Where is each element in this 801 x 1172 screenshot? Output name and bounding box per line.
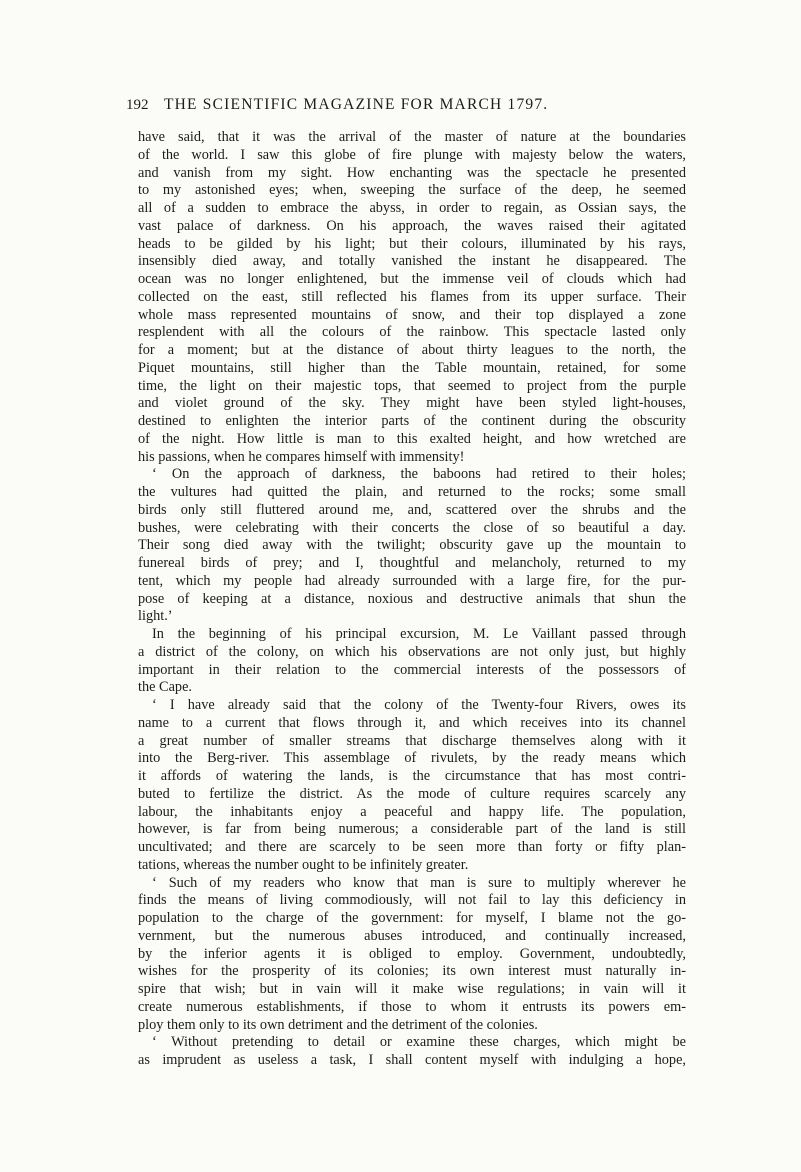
text-line: Piquet mountains, still higher than the Table mountain, retained, for some: [138, 359, 686, 376]
text-line: the vultures had quitted the plain, and returned to the rocks; some small: [138, 484, 686, 500]
text-line: all of a sudden to embrace the abyss, in order to regain, as Ossian says, the: [138, 200, 686, 216]
paragraph: [138, 697, 686, 875]
text-line: funereal birds of prey; and I, thoughtful and melancholy, returned to my: [138, 555, 686, 571]
text-line: however, is far from being numerous; a considerable part of the land is still: [138, 821, 686, 838]
text-line: birds only still fluttered around me, and, scattered over the shrubs and the: [138, 501, 686, 518]
text-line: as imprudent as useless a task, I shall content myself with indulging a hope,: [138, 1052, 686, 1068]
text-line: population to the charge of the government: for myself, I blame not the go-: [138, 910, 686, 926]
text-line: tations, whereas the number ought to be infinitely greater.: [138, 856, 469, 873]
text-line: tent, which my people had already surrounded with a large fire, for the pur-: [138, 572, 686, 589]
paragraph: [138, 875, 686, 1035]
text-line: into the Berg-river. This assemblage of rivulets, by the ready means which: [138, 750, 686, 767]
text-line: time, the light on their majestic tops, that seemed to project from the purple: [138, 377, 686, 394]
text-line: create numerous establishments, if those to whom it entrusts its powers em-: [138, 998, 686, 1015]
text-line: pose of keeping at a distance, noxious and destructive animals that shun the: [138, 590, 686, 607]
text-line: by the inferior agents it is obliged to employ. Government, undoubtedly,: [138, 945, 686, 962]
text-line: wishes for the prosperity of its colonies; its own interest must naturally in-: [138, 963, 686, 980]
text-line: In the beginning of his principal excursion, M. Le Vaillant passed through: [152, 626, 686, 642]
paragraph: [138, 626, 686, 697]
text-line: whole mass represented mountains of snow, and their top displayed a zone: [138, 306, 686, 323]
text-line: it affords of watering the lands, is the circumstance that has most contri-: [138, 768, 686, 784]
text-line: of the world. I saw this globe of fire plunge with majesty below the waters,: [138, 146, 686, 163]
text-line: a district of the colony, on which his observations are not only just, but highly: [138, 643, 686, 660]
paragraph: [138, 129, 686, 466]
text-line: important in their relation to the commercial interests of the possessors of: [138, 661, 686, 678]
text-line: the Cape.: [138, 679, 192, 696]
paragraph: [138, 466, 686, 626]
text-line: name to a current that flows through it, and which receives into its channel: [138, 714, 686, 731]
text-line: light.’: [138, 608, 173, 625]
text-line: his passions, when he compares himself with immensity!: [138, 448, 465, 465]
text-line: insensibly died away, and totally vanished the instant he disappeared. The: [138, 253, 686, 270]
text-line: a great number of smaller streams that discharge themselves along with it: [138, 732, 686, 749]
page-number: 192: [126, 97, 149, 113]
text-line: of the night. How little is man to this exalted height, and how wretched are: [138, 430, 686, 447]
paragraph: [138, 1034, 686, 1070]
text-line: Their song died away with the twilight; obscurity gave up the mountain to: [138, 537, 686, 554]
text-line: resplendent with all the colours of the rainbow. This spectacle lasted only: [138, 324, 686, 341]
text-line: bushes, were celebrating with their concerts the close of so beautiful a day.: [138, 519, 686, 536]
article-body: [138, 129, 686, 1070]
page-header: [126, 96, 682, 122]
text-line: ocean was no longer enlightened, but the immense veil of clouds which had: [138, 271, 686, 287]
running-head: THE SCIENTIFIC MAGAZINE FOR MARCH 1797.: [164, 96, 549, 113]
text-line: destined to enlighten the interior parts of the continent during the obscurity: [138, 413, 686, 429]
text-line: for a moment; but at the distance of about thirty leagues to the north, the: [138, 342, 686, 358]
text-line: to my astonished eyes; when, sweeping the surface of the deep, he seemed: [138, 182, 686, 199]
text-line: have said, that it was the arrival of the master of nature at the boundaries: [138, 129, 686, 145]
text-line: spire that wish; but in vain will it make wise regulations; in vain will it: [138, 981, 686, 997]
text-line: finds the means of living commodiously, will not fail to lay this deficiency in: [138, 892, 686, 909]
text-line: labour, the inhabitants enjoy a peaceful and happy life. The population,: [138, 803, 686, 820]
text-line: collected on the east, still reflected his flames from its upper surface. Their: [138, 288, 686, 305]
text-line: vast palace of darkness. On his approach, the waves raised their agitated: [138, 217, 686, 234]
text-line: buted to fertilize the district. As the mode of culture requires scarcely any: [138, 785, 686, 802]
text-line: ‘ On the approach of darkness, the baboons had retired to their holes;: [152, 466, 686, 483]
text-line: ‘ Such of my readers who know that man is sure to multiply wherever he: [152, 874, 686, 891]
text-line: heads to be gilded by his light; but their colours, illuminated by his rays,: [138, 235, 686, 252]
text-line: ‘ I have already said that the colony of the Twenty-four Rivers, owes its: [152, 697, 686, 713]
text-line: vernment, but the numerous abuses introduced, and continually increased,: [138, 927, 686, 944]
text-line: ‘ Without pretending to detail or examine these charges, which might be: [152, 1034, 686, 1051]
text-line: uncultivated; and there are scarcely to be seen more than forty or fifty plan-: [138, 839, 686, 855]
text-line: and violet ground of the sky. They might have been styled light-houses,: [138, 395, 686, 412]
text-line: ploy them only to its own detriment and the detriment of the colonies.: [138, 1016, 538, 1033]
text-line: and vanish from my sight. How enchanting was the spectacle he presented: [138, 164, 686, 181]
